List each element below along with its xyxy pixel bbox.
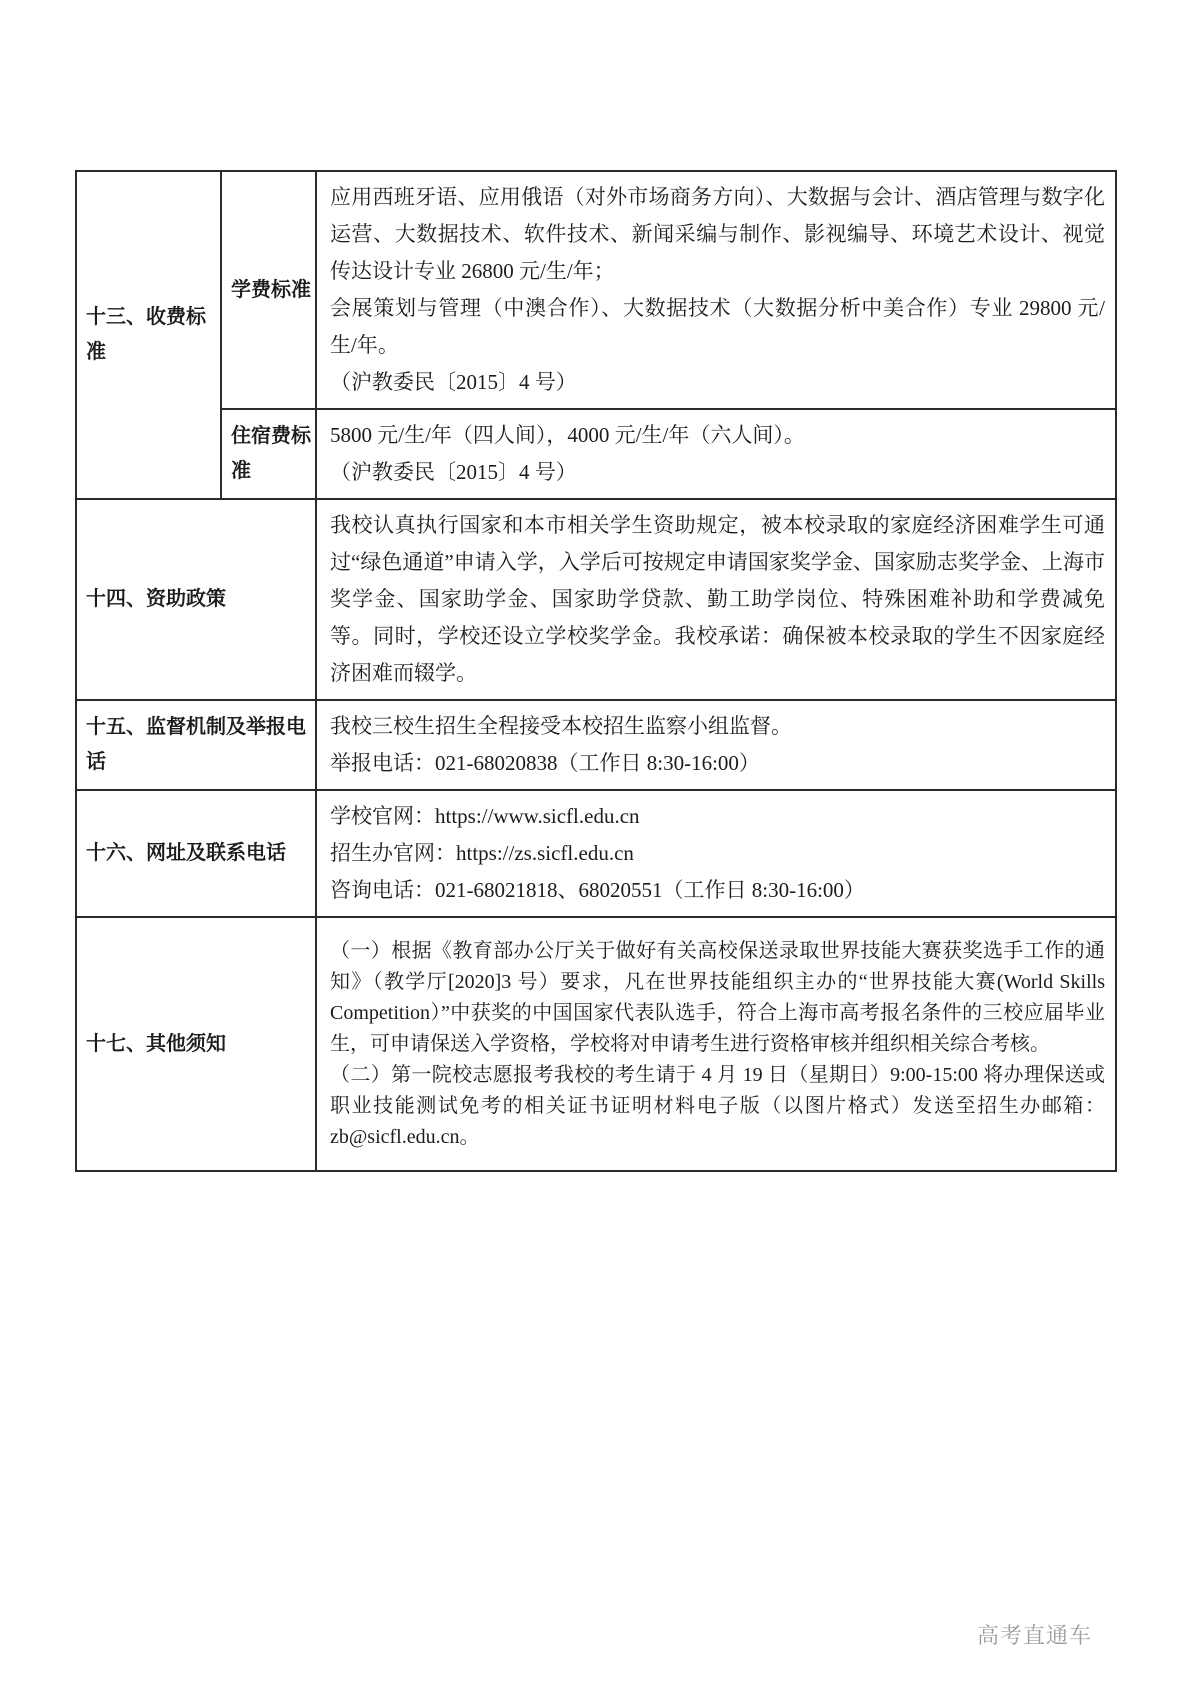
other-notes-content-cell <box>316 917 1116 1171</box>
school-website-line: 学校官网：https://www.sicfl.edu.cn <box>330 804 640 828</box>
table-row <box>76 790 1116 917</box>
other-notes-paragraph: （一）根据《教育部办公厅关于做好有关高校保送录取世界技能大赛获奖选手工作的通知》（教学厅[2020]3 号）要求，凡在世界技能组织主办的“世界技能大赛(World Skills Competition）”中获奖的中国国家代表队选手，符合上海市高考报名条件的三校应届毕业生，可申请保送入学资格，学校将对申请考生进行资格审核并组织相关综合考核。 <box>330 939 1105 1055</box>
table-row <box>76 700 1116 790</box>
supervision-section-label: 十五、监督机制及举报电话 <box>76 700 316 790</box>
fee-section-label: 十三、收费标准 <box>76 171 221 499</box>
tuition-fee-paragraph: 应用西班牙语、应用俄语（对外市场商务方向）、大数据与会计、酒店管理与数字化运营、大数据技术、软件技术、新闻采编与制作、影视编导、环境艺术设计、视觉传达设计专业 26800 元/生/年； <box>330 185 1105 283</box>
aid-policy-paragraph: 我校认真执行国家和本市相关学生资助规定，被本校录取的家庭经济困难学生可通过“绿色通道”申请入学，入学后可按规定申请国家奖学金、国家励志奖学金、上海市奖学金、国家助学金、国家助学贷款、勤工助学岗位、特殊困难补助和学费减免等。同时，学校还设立学校奖学金。我校承诺：确保被本校录取的学生不因家庭经济困难而辍学。 <box>330 513 1105 685</box>
admissions-info-table <box>75 170 1117 1172</box>
report-phone-line: 举报电话：021-68020838（工作日 8:30-16:00） <box>330 751 760 775</box>
other-notes-paragraph: （二）第一院校志愿报考我校的考生请于 4 月 19 日（星期日）9:00-15:00 将办理保送或职业技能测试免考的相关证书证明材料电子版（以图片格式）发送至招生办邮箱：zb@sicfl.edu.cn。 <box>330 1063 1105 1148</box>
tuition-fee-label: 学费标准 <box>221 171 316 409</box>
table-row <box>76 409 1116 499</box>
table-row <box>76 171 1116 409</box>
tuition-fee-document-note: （沪教委民〔2015〕4 号） <box>330 370 577 394</box>
other-notes-section-label: 十七、其他须知 <box>76 917 316 1171</box>
tuition-fee-content-cell <box>316 171 1116 409</box>
admissions-website-line: 招生办官网：https://zs.sicfl.edu.cn <box>330 841 634 865</box>
supervision-content-cell <box>316 700 1116 790</box>
website-section-label: 十六、网址及联系电话 <box>76 790 316 917</box>
supervision-paragraph: 我校三校生招生全程接受本校招生监察小组监督。 <box>330 714 792 738</box>
housing-fee-document-note: （沪教委民〔2015〕4 号） <box>330 460 577 484</box>
website-content-cell <box>316 790 1116 917</box>
housing-fee-paragraph: 5800 元/生/年（四人间），4000 元/生/年（六人间）。 <box>330 423 805 447</box>
housing-fee-content-cell <box>316 409 1116 499</box>
housing-fee-label: 住宿费标准 <box>221 409 316 499</box>
inquiry-phone-line: 咨询电话：021-68021818、68020551（工作日 8:30-16:00） <box>330 878 865 902</box>
table-row <box>76 499 1116 700</box>
aid-policy-section-label: 十四、资助政策 <box>76 499 316 700</box>
watermark: 高考直通车 <box>976 1623 1092 1648</box>
tuition-fee-paragraph: 会展策划与管理（中澳合作）、大数据技术（大数据分析中美合作）专业 29800 元/生/年。 <box>330 296 1105 357</box>
table-row <box>76 917 1116 1171</box>
aid-policy-content-cell <box>316 499 1116 700</box>
